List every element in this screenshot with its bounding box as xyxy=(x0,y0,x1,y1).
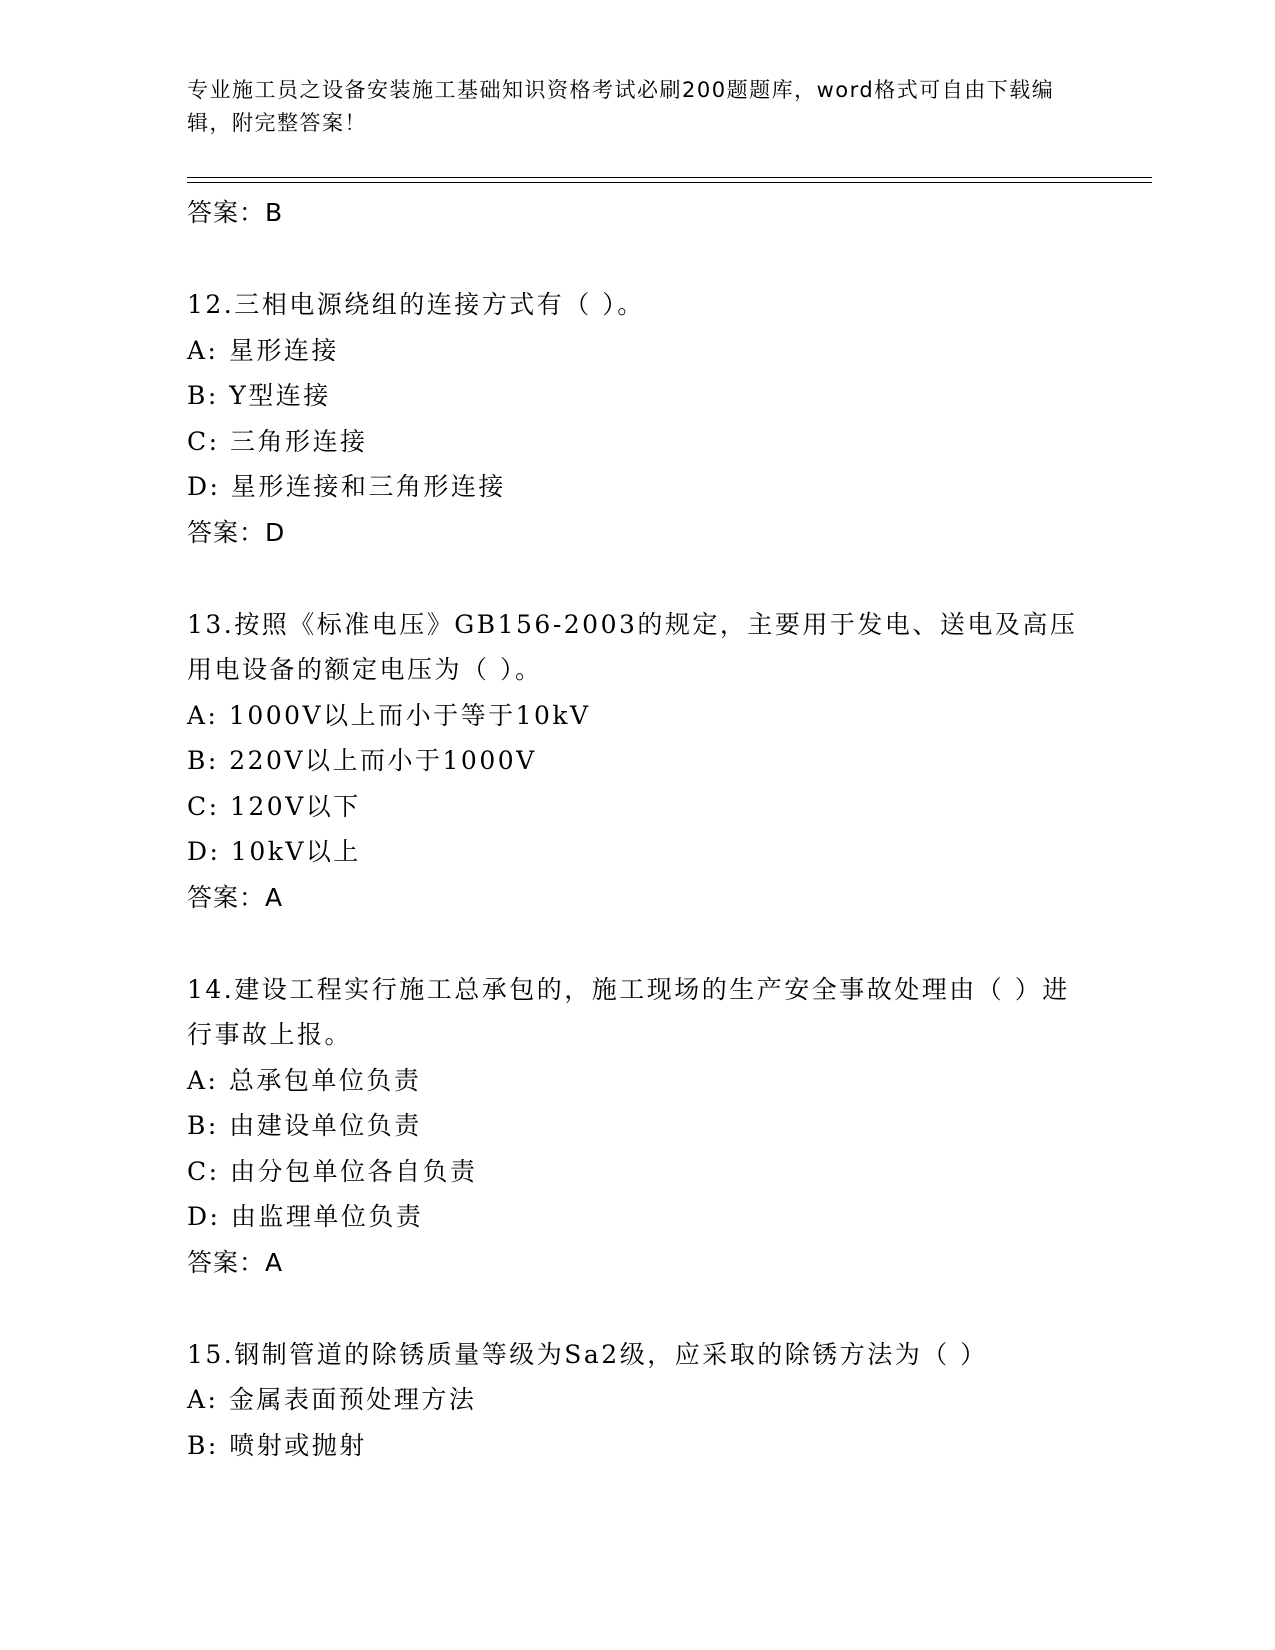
answer-line: 答案：A xyxy=(187,882,284,912)
document-header: 专业施工员之设备安装施工基础知识资格考试必刷200题题库，word格式可自由下载编辑，附完整答案！ xyxy=(187,78,1055,135)
option-c: C: 三角形连接 xyxy=(187,426,368,456)
option-a: A: 金属表面预处理方法 xyxy=(187,1385,477,1414)
answer-line: 答案：B xyxy=(187,198,284,227)
option-a: A: 1000V以上而小于等于10kV xyxy=(187,700,591,730)
option-b: B: 220V以上而小于1000V xyxy=(187,746,537,775)
option-a: A: 总承包单位负责 xyxy=(187,1065,422,1095)
answer-line: 答案：A xyxy=(187,1247,284,1277)
option-d: D: 由监理单位负责 xyxy=(187,1202,424,1231)
option-c: C: 120V以下 xyxy=(187,791,361,821)
option-b: B: 喷射或抛射 xyxy=(187,1430,367,1460)
option-b: B: 由建设单位负责 xyxy=(187,1111,422,1140)
header-divider-top xyxy=(187,177,1152,178)
question-list xyxy=(187,190,1087,1468)
question-title: 13.按照《标准电压》GB156-2003的规定，主要用于发电、送电及高压用电设备的额定电压为（ ）。 xyxy=(187,609,1078,684)
option-b: B: Y型连接 xyxy=(187,381,331,410)
question-14 xyxy=(187,967,1087,1285)
option-a: A: 星形连接 xyxy=(187,335,339,365)
option-c: C: 由分包单位各自负责 xyxy=(187,1156,478,1186)
question-15 xyxy=(187,1332,1087,1469)
question-title: 14.建设工程实行施工总承包的，施工现场的生产安全事故处理由（ ）进行事故上报。 xyxy=(187,974,1070,1049)
question-12 xyxy=(187,282,1087,555)
option-d: D: 星形连接和三角形连接 xyxy=(187,472,506,501)
question-title: 15.钢制管道的除锈质量等级为Sa2级，应采取的除锈方法为（ ） xyxy=(187,1339,988,1369)
answer-line: 答案：D xyxy=(187,517,286,547)
option-d: D: 10kV以上 xyxy=(187,837,361,866)
question-13 xyxy=(187,602,1087,920)
question-title: 12.三相电源绕组的连接方式有（ ）。 xyxy=(187,290,645,319)
header-divider-bottom xyxy=(187,182,1152,183)
